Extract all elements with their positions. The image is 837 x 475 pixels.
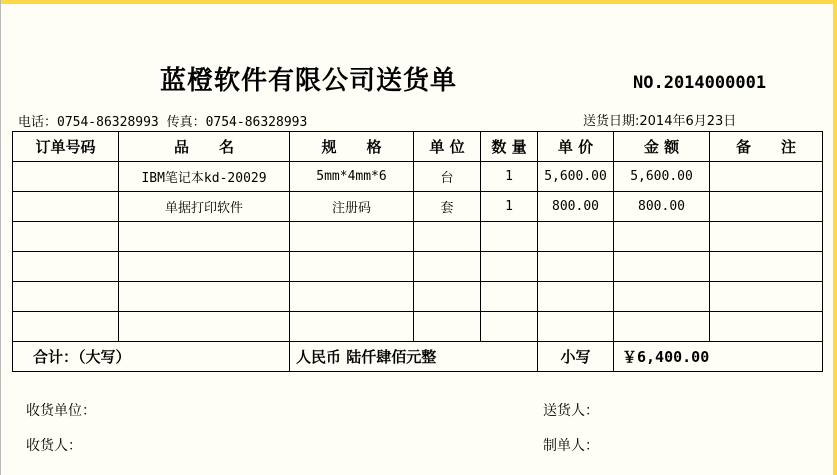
deliverer-label: 送货人：: [543, 403, 599, 419]
cell-note[interactable]: [710, 222, 823, 252]
cell-spec[interactable]: 注册码: [290, 192, 414, 222]
window-right-edge: [833, 0, 837, 475]
cell-unit-price[interactable]: [538, 252, 614, 282]
table-row: [13, 282, 823, 312]
amount-in-words: 人民币 陆仟肆佰元整: [296, 348, 437, 366]
delivery-date: 送货日期:2014年6月23日: [583, 114, 737, 129]
summary-row: [13, 342, 823, 372]
table-row: [13, 222, 823, 252]
cell-unit[interactable]: [414, 312, 481, 342]
header-product-name: 品 名: [119, 132, 290, 162]
table-row: [13, 252, 823, 282]
summary-label-cell: [13, 342, 290, 372]
maker-label: 制单人：: [543, 438, 599, 454]
receiver-label: 收货人：: [26, 438, 82, 454]
table-row: [13, 312, 823, 342]
cell-note[interactable]: [710, 282, 823, 312]
cell-quantity[interactable]: 1: [481, 192, 538, 222]
table-header-row: [13, 132, 823, 162]
cell-product-name[interactable]: [119, 252, 290, 282]
table-row: [13, 192, 823, 222]
cell-amount[interactable]: [614, 282, 710, 312]
cell-note[interactable]: [710, 252, 823, 282]
cell-unit-price[interactable]: 800.00: [538, 192, 614, 222]
cell-quantity[interactable]: [481, 282, 538, 312]
cell-quantity[interactable]: 1: [481, 162, 538, 192]
cell-product-name[interactable]: [119, 282, 290, 312]
cell-order-no[interactable]: [13, 222, 119, 252]
cell-spec[interactable]: [290, 282, 414, 312]
cell-unit[interactable]: [414, 252, 481, 282]
cell-quantity[interactable]: [481, 252, 538, 282]
summary-label: 合计：（大写）: [33, 348, 131, 366]
document-number: NO.2014000001: [633, 73, 767, 93]
cell-unit-price[interactable]: [538, 312, 614, 342]
cell-unit-price[interactable]: [538, 282, 614, 312]
cell-amount[interactable]: [614, 252, 710, 282]
cell-note[interactable]: [710, 162, 823, 192]
document-title: 蓝橙软件有限公司送货单: [160, 66, 458, 96]
header-note: 备 注: [710, 132, 823, 162]
window-top-edge: [0, 0, 837, 4]
cell-amount[interactable]: 800.00: [614, 192, 710, 222]
cell-product-name[interactable]: IBM笔记本kd-20029: [119, 162, 290, 192]
header-amount: 金 额: [614, 132, 710, 162]
header-order-no: 订单号码: [13, 132, 119, 162]
cell-order-no[interactable]: [13, 282, 119, 312]
header-unit: 单 位: [414, 132, 481, 162]
cell-unit[interactable]: [414, 222, 481, 252]
cell-amount[interactable]: 5,600.00: [614, 162, 710, 192]
cell-unit[interactable]: [414, 282, 481, 312]
cell-spec[interactable]: [290, 312, 414, 342]
cell-order-no[interactable]: [13, 162, 119, 192]
delivery-table: [12, 131, 823, 372]
contact-line: 电话：0754-86328993 传真：0754-86328993: [18, 115, 308, 130]
cell-amount[interactable]: [614, 312, 710, 342]
cell-unit-price[interactable]: 5,600.00: [538, 162, 614, 192]
cell-order-no[interactable]: [13, 312, 119, 342]
header-spec: 规 格: [290, 132, 414, 162]
cell-product-name[interactable]: 单据打印软件: [119, 192, 290, 222]
cell-product-name[interactable]: [119, 312, 290, 342]
cell-note[interactable]: [710, 312, 823, 342]
cell-unit-price[interactable]: [538, 222, 614, 252]
cell-order-no[interactable]: [13, 252, 119, 282]
window-left-edge: [0, 0, 1, 475]
cell-order-no[interactable]: [13, 192, 119, 222]
small-label-cell: [538, 342, 614, 372]
cell-note[interactable]: [710, 192, 823, 222]
total-amount: ￥6,400.00: [622, 348, 710, 366]
receiving-unit-label: 收货单位：: [26, 403, 96, 419]
cell-unit[interactable]: 台: [414, 162, 481, 192]
cell-quantity[interactable]: [481, 222, 538, 252]
summary-words-cell: [290, 342, 538, 372]
table-row: [13, 162, 823, 192]
cell-product-name[interactable]: [119, 222, 290, 252]
cell-unit[interactable]: 套: [414, 192, 481, 222]
total-amount-cell: [614, 342, 823, 372]
header-quantity: 数 量: [481, 132, 538, 162]
cell-spec[interactable]: [290, 222, 414, 252]
cell-spec[interactable]: 5mm*4mm*6: [290, 162, 414, 192]
small-amount-label: 小写: [560, 348, 591, 366]
cell-spec[interactable]: [290, 252, 414, 282]
cell-amount[interactable]: [614, 222, 710, 252]
header-unit-price: 单 价: [538, 132, 614, 162]
cell-quantity[interactable]: [481, 312, 538, 342]
